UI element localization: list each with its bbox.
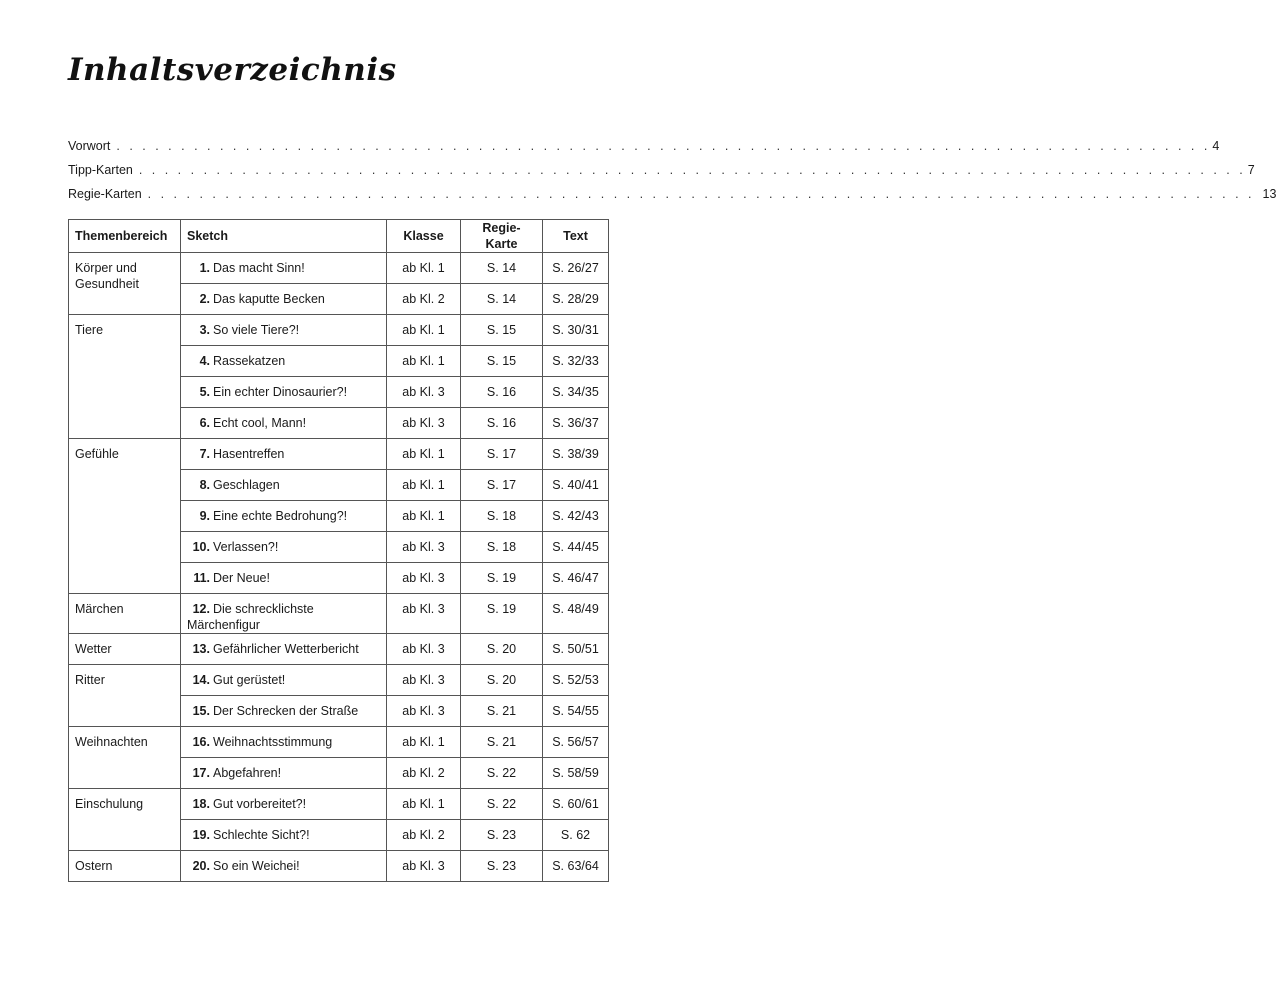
toc-leader-dots: . . . . . . . . . . . . . . . . . . . . . . . . . . . . . . . . . . . . . . . . . . . . . . . . . . . . . . . . . . . . . . . . . . . . . . . . . . . . . . . . . . . . . [116, 139, 1211, 153]
sketch-number: 10. [192, 540, 210, 554]
sketch-number: 19. [192, 828, 210, 842]
toc-label: Tipp-Karten [68, 163, 133, 177]
card-page-cell: S. 17 [461, 439, 543, 470]
theme-cell: Märchen [69, 594, 181, 634]
text-page-cell: S. 36/37 [543, 408, 609, 439]
card-page-cell: S. 18 [461, 532, 543, 563]
sketch-cell[interactable] [181, 563, 387, 594]
card-page-cell: S. 19 [461, 594, 543, 634]
grade-cell: ab Kl. 1 [387, 727, 461, 758]
card-page-cell: S. 19 [461, 563, 543, 594]
sketch-cell[interactable] [181, 408, 387, 439]
grade-cell: ab Kl. 3 [387, 594, 461, 634]
sketch-cell[interactable] [181, 696, 387, 727]
table-row [69, 439, 609, 470]
text-page-cell: S. 28/29 [543, 284, 609, 315]
text-page-cell: S. 46/47 [543, 563, 609, 594]
grade-cell: ab Kl. 3 [387, 408, 461, 439]
toc-entry-vorwort[interactable] [68, 139, 1220, 155]
card-page-cell: S. 21 [461, 727, 543, 758]
card-page-cell: S. 22 [461, 758, 543, 789]
toc-entry-regie-karten[interactable] [68, 187, 1276, 203]
sketch-cell[interactable] [181, 789, 387, 820]
sketch-number: 12. [192, 602, 210, 616]
sketch-title: So ein Weichei! [213, 859, 300, 873]
sketch-number: 4. [199, 354, 210, 368]
sketch-number: 9. [199, 509, 210, 523]
table-row [69, 315, 609, 346]
sketch-number: 14. [192, 673, 210, 687]
sketch-number: 3. [199, 323, 210, 337]
sketch-cell[interactable] [181, 758, 387, 789]
sketch-title: Die schrecklichste Märchenfigur [187, 602, 314, 632]
toc-page-number: 7 [1247, 163, 1255, 177]
theme-cell: Tiere [69, 315, 181, 439]
table-row [69, 851, 609, 882]
grade-cell: ab Kl. 1 [387, 439, 461, 470]
sketch-title: Geschlagen [213, 478, 280, 492]
sketch-title: Weihnachtsstimmung [213, 735, 333, 749]
text-page-cell: S. 44/45 [543, 532, 609, 563]
sketch-number: 15. [192, 704, 210, 718]
sketch-title: Eine echte Bedrohung?! [213, 509, 348, 523]
grade-cell: ab Kl. 1 [387, 346, 461, 377]
header-grade: Klasse [387, 220, 461, 253]
card-page-cell: S. 23 [461, 820, 543, 851]
sketch-number: 7. [199, 447, 210, 461]
sketch-title: Verlassen?! [213, 540, 279, 554]
grade-cell: ab Kl. 3 [387, 532, 461, 563]
sketch-title: Abgefahren! [213, 766, 282, 780]
card-page-cell: S. 15 [461, 315, 543, 346]
sketch-number: 6. [199, 416, 210, 430]
card-page-cell: S. 20 [461, 634, 543, 665]
sketch-cell[interactable] [181, 851, 387, 882]
sketch-number: 2. [199, 292, 210, 306]
toc-page-number: 4 [1212, 139, 1220, 153]
card-page-cell: S. 14 [461, 284, 543, 315]
table-row [69, 634, 609, 665]
sketch-number: 16. [192, 735, 210, 749]
header-card: Regie-Karte [461, 220, 543, 253]
sketch-number: 1. [199, 261, 210, 275]
card-page-cell: S. 22 [461, 789, 543, 820]
toc-page-number: 13 [1262, 187, 1276, 201]
grade-cell: ab Kl. 1 [387, 253, 461, 284]
toc-leader-dots: . . . . . . . . . . . . . . . . . . . . . . . . . . . . . . . . . . . . . . . . . . . . . . . . . . . . . . . . . . . . . . . . . . . . . . . . . . . . . . . . . . . . . . [138, 163, 1246, 177]
text-page-cell: S. 30/31 [543, 315, 609, 346]
sketch-cell[interactable] [181, 470, 387, 501]
sketch-cell[interactable] [181, 501, 387, 532]
theme-cell: Körper und Gesundheit [69, 253, 181, 315]
card-page-cell: S. 16 [461, 408, 543, 439]
text-page-cell: S. 56/57 [543, 727, 609, 758]
sketch-title: Das macht Sinn! [213, 261, 305, 275]
grade-cell: ab Kl. 1 [387, 470, 461, 501]
grade-cell: ab Kl. 3 [387, 634, 461, 665]
page-title: Inhaltsverzeichnis [68, 52, 397, 88]
theme-cell: Gefühle [69, 439, 181, 594]
theme-cell: Wetter [69, 634, 181, 665]
table-row [69, 594, 609, 634]
sketch-cell[interactable] [181, 594, 387, 634]
grade-cell: ab Kl. 2 [387, 284, 461, 315]
theme-cell: Weihnachten [69, 727, 181, 789]
grade-cell: ab Kl. 3 [387, 851, 461, 882]
sketch-number: 5. [199, 385, 210, 399]
sketch-title: Gut vorbereitet?! [213, 797, 307, 811]
header-sketch: Sketch [181, 220, 387, 253]
sketch-title: Echt cool, Mann! [213, 416, 307, 430]
sketch-cell[interactable] [181, 284, 387, 315]
theme-cell: Ritter [69, 665, 181, 727]
table-header-row [69, 220, 609, 253]
sketch-cell[interactable] [181, 665, 387, 696]
table-body [69, 253, 609, 882]
toc-leader-dots: . . . . . . . . . . . . . . . . . . . . . . . . . . . . . . . . . . . . . . . . . . . . . . . . . . . . . . . . . . . . . . . . . . . . . . . . . . . . . . . . . . . . . . [147, 187, 1255, 201]
grade-cell: ab Kl. 3 [387, 665, 461, 696]
card-page-cell: S. 20 [461, 665, 543, 696]
text-page-cell: S. 63/64 [543, 851, 609, 882]
text-page-cell: S. 52/53 [543, 665, 609, 696]
sketch-title: Der Schrecken der Straße [213, 704, 359, 718]
grade-cell: ab Kl. 3 [387, 377, 461, 408]
sketch-title: Schlechte Sicht?! [213, 828, 310, 842]
text-page-cell: S. 62 [543, 820, 609, 851]
header-theme: Themenbereich [69, 220, 181, 253]
toc-entry-tipp-karten[interactable] [68, 163, 1255, 179]
text-page-cell: S. 58/59 [543, 758, 609, 789]
sketch-cell[interactable] [181, 532, 387, 563]
sketch-number: 18. [192, 797, 210, 811]
sketch-cell[interactable] [181, 377, 387, 408]
toc-label: Regie-Karten [68, 187, 142, 201]
sketch-cell[interactable] [181, 346, 387, 377]
card-page-cell: S. 15 [461, 346, 543, 377]
header-text: Text [543, 220, 609, 253]
theme-cell: Ostern [69, 851, 181, 882]
sketch-title: Das kaputte Becken [213, 292, 325, 306]
table-row [69, 789, 609, 820]
toc-label: Vorwort [68, 139, 111, 153]
card-page-cell: S. 21 [461, 696, 543, 727]
sketch-title: Gefährlicher Wetterbericht [213, 642, 359, 656]
sketch-number: 11. [193, 571, 210, 585]
sketch-number: 20. [192, 859, 210, 873]
sketch-title: So viele Tiere?! [213, 323, 300, 337]
grade-cell: ab Kl. 3 [387, 563, 461, 594]
sketch-cell[interactable] [181, 315, 387, 346]
sketch-cell[interactable] [181, 820, 387, 851]
text-page-cell: S. 50/51 [543, 634, 609, 665]
text-page-cell: S. 40/41 [543, 470, 609, 501]
sketch-cell[interactable] [181, 439, 387, 470]
sketch-title: Gut gerüstet! [213, 673, 286, 687]
sketch-title: Ein echter Dinosaurier?! [213, 385, 348, 399]
text-page-cell: S. 26/27 [543, 253, 609, 284]
card-page-cell: S. 23 [461, 851, 543, 882]
sketch-cell[interactable] [181, 634, 387, 665]
grade-cell: ab Kl. 1 [387, 789, 461, 820]
card-page-cell: S. 17 [461, 470, 543, 501]
grade-cell: ab Kl. 1 [387, 315, 461, 346]
table-row [69, 665, 609, 696]
card-page-cell: S. 14 [461, 253, 543, 284]
sketch-title: Hasentreffen [213, 447, 285, 461]
sketch-number: 17. [192, 766, 210, 780]
text-page-cell: S. 32/33 [543, 346, 609, 377]
sketch-number: 8. [199, 478, 210, 492]
card-page-cell: S. 16 [461, 377, 543, 408]
sketch-title: Der Neue! [213, 571, 270, 585]
text-page-cell: S. 48/49 [543, 594, 609, 634]
grade-cell: ab Kl. 3 [387, 696, 461, 727]
text-page-cell: S. 42/43 [543, 501, 609, 532]
text-page-cell: S. 54/55 [543, 696, 609, 727]
sketch-cell[interactable] [181, 727, 387, 758]
grade-cell: ab Kl. 2 [387, 820, 461, 851]
text-page-cell: S. 34/35 [543, 377, 609, 408]
theme-cell: Einschulung [69, 789, 181, 851]
table-row [69, 727, 609, 758]
grade-cell: ab Kl. 1 [387, 501, 461, 532]
text-page-cell: S. 60/61 [543, 789, 609, 820]
contents-table [68, 219, 609, 882]
grade-cell: ab Kl. 2 [387, 758, 461, 789]
sketch-cell[interactable] [181, 253, 387, 284]
text-page-cell: S. 38/39 [543, 439, 609, 470]
card-page-cell: S. 18 [461, 501, 543, 532]
sketch-number: 13. [192, 642, 210, 656]
sketch-title: Rassekatzen [213, 354, 286, 368]
table-row [69, 253, 609, 284]
